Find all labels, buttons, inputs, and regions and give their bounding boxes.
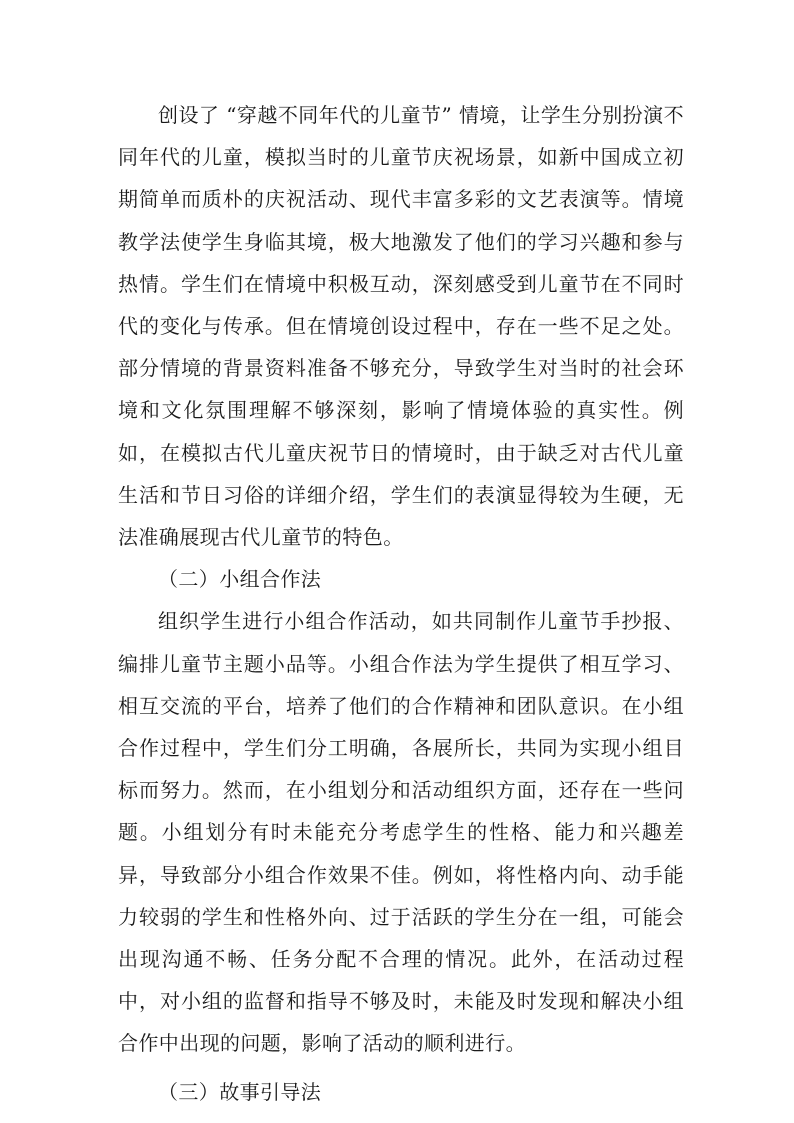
section-heading-story-guidance: （三）故事引导法: [158, 1079, 322, 1104]
section-heading-group-cooperation: （二）小组合作法: [158, 567, 322, 592]
paragraph-group-cooperation: 组织学生进行小组合作活动，如共同制作儿童节手抄报、编排儿童节主题小品等。小组合作法为学生提供了相互学习、相互交流的平台，培养了他们的合作精神和团队意识。在小组合作过程中，学生们分工明确，各展所长，共同为实现小组目标而努力。然而，在小组划分和活动组织方面，还存在一些问题。小组划分有时未能充分考虑学生的性格、能力和兴趣差异，导致部分小组合作效果不佳。例如，将性格内向、动手能力较弱的学生和性格外向、过于活跃的学生分在一组，可能会出现沟通不畅、任务分配不合理的情况。此外，在活动过程中，对小组的监督和指导不够及时，未能及时发现和解决小组合作中出现的问题，影响了活动的顺利进行。: [118, 609, 684, 1056]
paragraph-scenario-method: 创设了 “穿越不同年代的儿童节” 情境，让学生分别扮演不同年代的儿童，模拟当时的儿童节庆祝场景，如新中国成立初期简单而质朴的庆祝活动、现代丰富多彩的文艺表演等。情境教学法使学生身临其境，极大地激发了他们的学习兴趣和参与热情。学生们在情境中积极互动，深刻感受到儿童节在不同时代的变化与传承。但在情境创设过程中，存在一些不足之处。部分情境的背景资料准备不够充分，导致学生对当时的社会环境和文化氛围理解不够深刻，影响了情境体验的真实性。例如，在模拟古代儿童庆祝节日的情境时，由于缺乏对古代儿童生活和节日习俗的详细介绍，学生们的表演显得较为生硬，无法准确展现古代儿童节的特色。: [118, 103, 684, 550]
document-body: [118, 94, 684, 1113]
